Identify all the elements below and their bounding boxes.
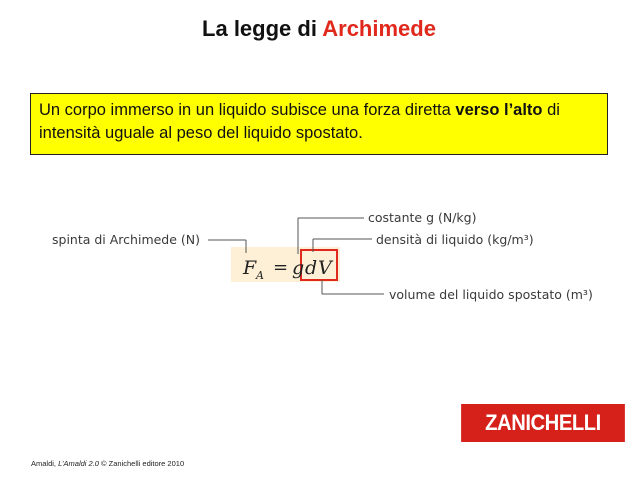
callout-bold: verso l’alto — [455, 101, 543, 119]
label-spinta: spinta di Archimede (N) — [52, 232, 201, 247]
formula-V: V — [318, 257, 332, 279]
title-prefix: La legge di — [202, 16, 323, 41]
formula-d: d — [305, 257, 318, 279]
label-costante: costante g (N/kg) — [368, 210, 477, 225]
formula-g: g — [292, 257, 305, 279]
formula-lhs-sub: A — [256, 269, 264, 282]
formula-equals: = — [273, 257, 289, 278]
title-accent: Archimede — [322, 16, 436, 41]
label-densita: densità di liquido (kg/m³) — [376, 232, 534, 247]
callout-text-2: di intensità uguale al peso del liquido spostato. — [39, 101, 560, 142]
label-volume: volume del liquido spostato (m³) — [389, 287, 593, 302]
footer-rest: © Zanichelli editore 2010 — [98, 459, 185, 468]
callout-text-1: Un corpo immerso in un liquido subisce una forza diretta — [39, 101, 456, 119]
footer-book: L’Amaldi 2.0 — [58, 459, 99, 468]
footer-author: Amaldi, — [31, 459, 59, 468]
formula-lhs: F — [243, 257, 257, 279]
footer-credit — [31, 459, 184, 468]
zanichelli-logo: ZANICHELLI — [461, 404, 625, 442]
